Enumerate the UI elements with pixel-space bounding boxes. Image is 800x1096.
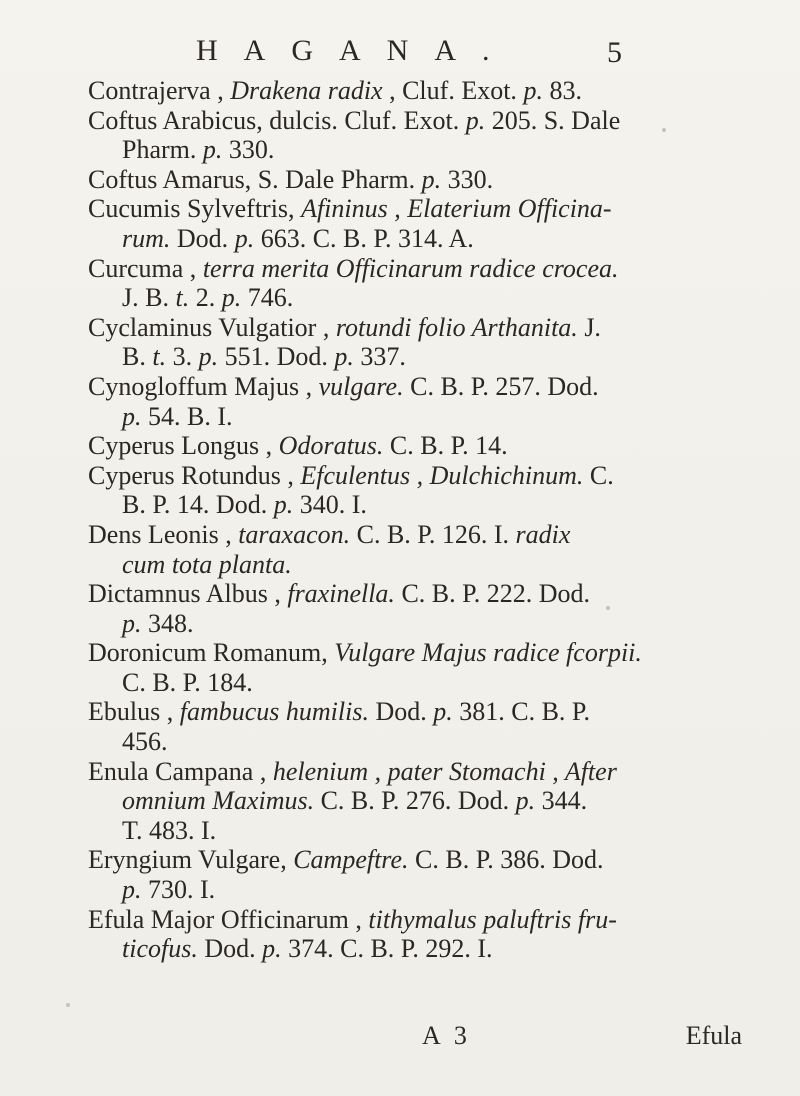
- italic-text: p.: [221, 283, 242, 313]
- italic-text: Drakena radix: [230, 76, 383, 105]
- roman-text: Coftus Amarus, S. Dale Pharm.: [88, 164, 422, 194]
- roman-text: 663. C. B. P. 314. A.: [254, 223, 474, 253]
- catchword: Efula: [685, 1021, 742, 1050]
- roman-text: 340. I.: [293, 490, 367, 520]
- entry-continuation-line: [88, 609, 748, 639]
- entry-continuation-line: [88, 550, 748, 580]
- entry-line: [88, 579, 748, 609]
- roman-text: Cynogloffum Majus ,: [88, 371, 319, 401]
- roman-text: Doronicum Romanum,: [88, 638, 335, 668]
- italic-text: t.: [152, 342, 167, 372]
- roman-text: B.: [122, 342, 153, 372]
- italic-text: Efculentus , Dulchichinum.: [300, 460, 584, 490]
- italic-text: radix: [515, 519, 571, 549]
- entry-line: [88, 76, 748, 106]
- italic-text: vulgare.: [318, 371, 404, 401]
- index-entries: [88, 76, 748, 964]
- paper-spot: [662, 128, 666, 132]
- paper-spot: [66, 1003, 70, 1007]
- entry-line: [88, 106, 748, 136]
- entry-line: [88, 905, 748, 935]
- entry-continuation-line: [88, 934, 748, 964]
- entry-line: [88, 254, 748, 284]
- roman-text: C. B. P. 257. Dod.: [403, 371, 599, 401]
- italic-text: p.: [198, 342, 219, 372]
- roman-text: 344.: [535, 786, 588, 816]
- roman-text: 381. C. B. P.: [452, 697, 591, 727]
- page-footer: [0, 1021, 800, 1055]
- italic-text: p.: [202, 135, 223, 165]
- entry-continuation-line: [88, 816, 748, 846]
- paper-spot: [606, 606, 610, 610]
- italic-text: p.: [122, 608, 142, 638]
- roman-text: T. 483. I.: [122, 815, 217, 845]
- roman-text: Enula Campana ,: [88, 756, 273, 786]
- roman-text: Eryngium Vulgare,: [88, 845, 294, 875]
- italic-text: fraxinella.: [287, 579, 395, 609]
- roman-text: Dictamnus Albus ,: [88, 579, 288, 609]
- italic-text: fambucus humilis.: [179, 697, 369, 727]
- signature-mark: A 3: [422, 1021, 471, 1050]
- entry-continuation-line: [88, 342, 748, 372]
- entry-line: [88, 757, 748, 787]
- entry-continuation-line: [88, 283, 748, 313]
- roman-text: Cyperus Longus ,: [88, 431, 279, 461]
- roman-text: Dod.: [197, 934, 263, 964]
- italic-text: p.: [334, 342, 354, 372]
- entry-line: [88, 520, 748, 550]
- roman-text: B. P. 14. Dod.: [122, 490, 274, 520]
- italic-text: taraxacon.: [238, 519, 351, 549]
- entry-line: [88, 697, 748, 727]
- entry-continuation-line: [88, 786, 748, 816]
- roman-text: 374. C. B. P. 292. I.: [281, 934, 493, 964]
- entry-continuation-line: [88, 668, 748, 698]
- roman-text: 730. I.: [141, 875, 216, 905]
- roman-text: C. B. P. 126. I.: [350, 519, 516, 549]
- roman-text: C.: [583, 460, 614, 490]
- roman-text: Pharm.: [122, 135, 203, 165]
- roman-text: , Cluf. Exot.: [382, 76, 524, 105]
- roman-text: Dod.: [368, 697, 434, 727]
- entry-continuation-line: [88, 402, 748, 432]
- roman-text: 83.: [542, 76, 582, 105]
- roman-text: Cyperus Rotundus ,: [88, 460, 301, 490]
- roman-text: 2.: [189, 283, 222, 313]
- roman-text: C. B. P. 276. Dod.: [314, 786, 516, 816]
- roman-text: Curcuma ,: [88, 253, 203, 283]
- roman-text: 3.: [166, 342, 199, 372]
- italic-text: p.: [433, 697, 453, 727]
- roman-text: J.: [577, 312, 601, 342]
- roman-text: Ebulus ,: [88, 697, 180, 727]
- italic-text: t.: [175, 283, 190, 313]
- italic-text: terra merita Officinarum radice crocea.: [202, 253, 619, 283]
- entry-line: [88, 845, 748, 875]
- roman-text: 54. B. I.: [141, 401, 233, 431]
- italic-text: tithymalus paluftris fru-: [368, 904, 617, 934]
- roman-text: Efula Major Officinarum ,: [88, 904, 369, 934]
- roman-text: J. B.: [122, 283, 176, 313]
- page-header: [0, 34, 800, 74]
- italic-text: p.: [273, 490, 294, 520]
- roman-text: 746.: [241, 283, 294, 313]
- roman-text: Cucumis Sylveftris,: [88, 194, 302, 224]
- entry-continuation-line: [88, 875, 748, 905]
- italic-text: helenium , pater Stomachi , After: [272, 756, 617, 786]
- roman-text: Dens Leonis ,: [88, 519, 239, 549]
- entry-continuation-line: [88, 224, 748, 254]
- entry-line: [88, 461, 748, 491]
- roman-text: 456.: [122, 727, 168, 757]
- entry-line: [88, 194, 748, 224]
- running-head: HAGANA.: [196, 34, 516, 67]
- italic-text: p.: [523, 76, 543, 105]
- roman-text: 337.: [353, 342, 406, 372]
- italic-text: p.: [234, 223, 255, 253]
- italic-text: cum tota planta.: [122, 549, 292, 579]
- roman-text: 330.: [441, 164, 494, 194]
- entry-line: [88, 431, 748, 461]
- roman-text: 551. Dod.: [218, 342, 335, 372]
- roman-text: Coftus Arabicus, dulcis. Cluf. Exot.: [88, 105, 466, 135]
- page-number: 5: [607, 36, 622, 69]
- roman-text: C. B. P. 14.: [383, 431, 508, 461]
- italic-text: rum.: [122, 223, 171, 253]
- entry-continuation-line: [88, 135, 748, 165]
- entry-continuation-line: [88, 727, 748, 757]
- italic-text: Campeftre.: [293, 845, 409, 875]
- italic-text: Afininus , Elaterium Officina-: [301, 194, 612, 224]
- roman-text: 348.: [141, 608, 194, 638]
- italic-text: rotundi folio Arthanita.: [335, 312, 578, 342]
- entry-line: [88, 372, 748, 402]
- entry-continuation-line: [88, 490, 748, 520]
- roman-text: 205. S. Dale: [485, 105, 621, 135]
- italic-text: Odoratus.: [278, 431, 384, 461]
- roman-text: 330.: [222, 135, 275, 165]
- italic-text: p.: [122, 875, 142, 905]
- italic-text: Vulgare Majus radice fcorpii.: [334, 638, 642, 668]
- entry-line: [88, 638, 748, 668]
- roman-text: Cyclaminus Vulgatior ,: [88, 312, 336, 342]
- roman-text: C. B. P. 386. Dod.: [408, 845, 604, 875]
- italic-text: p.: [515, 786, 536, 816]
- roman-text: C. B. P. 184.: [122, 667, 253, 697]
- italic-text: p.: [262, 934, 282, 964]
- roman-text: Dod.: [170, 223, 235, 253]
- italic-text: p.: [465, 105, 486, 135]
- italic-text: p.: [122, 401, 142, 431]
- roman-text: C. B. P. 222. Dod.: [394, 579, 590, 609]
- entry-line: [88, 313, 748, 343]
- roman-text: Contrajerva ,: [88, 76, 231, 105]
- entry-line: [88, 165, 748, 195]
- italic-text: p.: [421, 164, 442, 194]
- italic-text: omnium Maximus.: [122, 786, 315, 816]
- italic-text: ticofus.: [122, 934, 198, 964]
